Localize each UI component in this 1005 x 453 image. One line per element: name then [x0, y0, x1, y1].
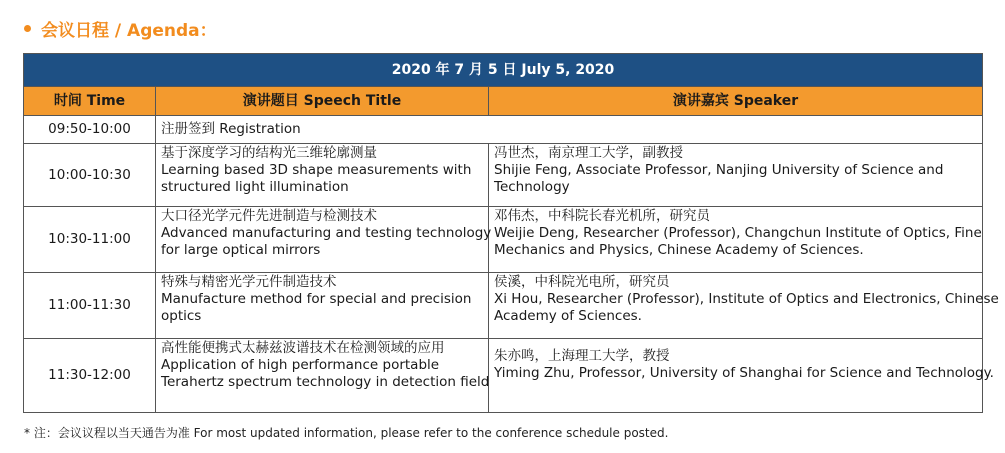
speaker-line: 冯世杰，南京理工大学，副教授 — [494, 145, 683, 161]
table-row — [24, 273, 983, 339]
speaker-line: Yiming Zhu, Professor, University of Shanghai for Science and Technology. — [494, 365, 994, 381]
title-line: Advanced manufacturing and testing technology — [161, 225, 492, 241]
speaker-line: Xi Hou, Researcher (Professor), Institute of Optics and Electronics, Chinese — [494, 291, 999, 307]
title-line: Manufacture method for special and precision — [161, 291, 472, 307]
footnote: * 注：会议议程以当天通告为准 For most updated information, please refer to the conference schedule posted. — [24, 426, 669, 440]
time-cell: 09:50-10:00 — [24, 116, 156, 144]
table-row — [24, 207, 983, 273]
title-cell — [156, 207, 492, 273]
title-cell — [156, 339, 489, 413]
title-line: 高性能便携式太赫兹波谱技术在检测领域的应用 — [161, 340, 445, 356]
title-line: structured light illumination — [161, 179, 349, 195]
title-line: 特殊与精密光学元件制造技术 — [161, 274, 337, 290]
agenda-table — [23, 53, 999, 413]
speaker-line: 朱亦鸣，上海理工大学，教授 — [494, 348, 670, 364]
time-cell: 11:00-11:30 — [24, 273, 156, 339]
speaker-line: 邓伟杰，中科院长春光机所，研究员 — [494, 208, 710, 224]
column-header-time: 时间 Time — [24, 87, 156, 116]
speaker-cell — [489, 339, 994, 413]
bullet-dot-icon — [24, 25, 31, 32]
title-cell — [156, 116, 983, 144]
title-line: Terahertz spectrum technology in detection field — [161, 374, 490, 390]
title-line: optics — [161, 308, 202, 324]
title-line: for large optical mirrors — [161, 242, 321, 258]
column-header-title: 演讲题目 Speech Title — [156, 87, 489, 116]
date-row — [24, 54, 983, 87]
table-row — [24, 144, 983, 207]
time-cell: 11:30-12:00 — [24, 339, 156, 413]
table-row — [24, 116, 983, 144]
column-header-row — [24, 87, 983, 116]
speaker-line: Shijie Feng, Associate Professor, Nanjing University of Science and — [494, 162, 944, 178]
time-cell: 10:00-10:30 — [24, 144, 156, 207]
title-line: Learning based 3D shape measurements with — [161, 162, 472, 178]
speaker-line: Technology — [494, 179, 570, 195]
column-header-speaker: 演讲嘉宾 Speaker — [489, 87, 983, 116]
speaker-line: Academy of Sciences. — [494, 308, 642, 324]
speaker-cell — [489, 207, 983, 273]
title-cell — [156, 273, 489, 339]
title-line: 大口径光学元件先进制造与检测技术 — [161, 208, 377, 224]
title-line: 注册签到 Registration — [161, 120, 301, 137]
speaker-cell — [489, 144, 983, 207]
speaker-line: Mechanics and Physics, Chinese Academy of Sciences. — [494, 242, 864, 258]
agenda-heading-text: 会议日程 / Agenda： — [41, 20, 217, 41]
table-row — [24, 339, 983, 413]
title-line: Application of high performance portable — [161, 357, 440, 373]
speaker-line: 侯溪，中科院光电所，研究员 — [494, 274, 670, 290]
title-line: 基于深度学习的结构光三维轮廓测量 — [161, 145, 377, 161]
title-cell — [156, 144, 489, 207]
agenda-heading — [24, 14, 217, 42]
time-cell: 10:30-11:00 — [24, 207, 156, 273]
date-header: 2020 年 7 月 5 日 July 5, 2020 — [24, 54, 983, 87]
speaker-cell — [489, 273, 999, 339]
speaker-line: Weijie Deng, Researcher (Professor), Changchun Institute of Optics, Fine — [494, 225, 982, 241]
